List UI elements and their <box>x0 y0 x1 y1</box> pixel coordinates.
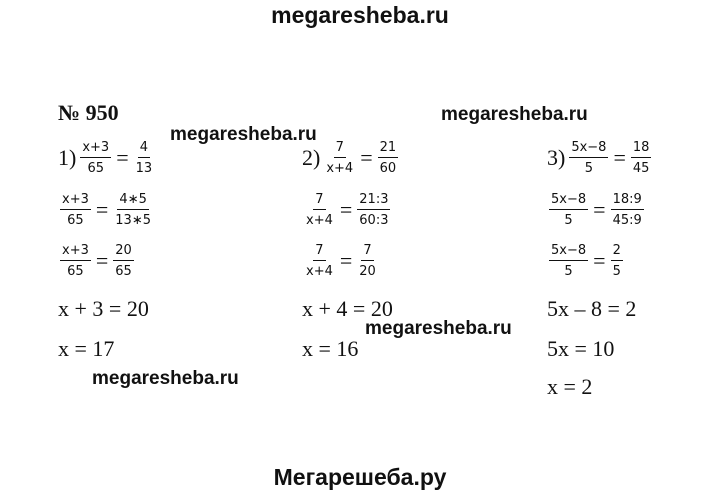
numerator: 7 <box>313 192 325 210</box>
col2-label: 2) <box>302 145 321 170</box>
fraction <box>631 140 652 176</box>
numerator: 20 <box>113 243 134 261</box>
equals-sign: = <box>339 197 353 222</box>
denominator: 65 <box>67 264 84 279</box>
denominator: 13 <box>135 161 153 176</box>
numerator: 18:9 <box>611 192 644 210</box>
fraction <box>60 243 91 279</box>
numerator: 7 <box>334 140 346 158</box>
denominator: 45:9 <box>612 213 642 228</box>
denominator: x+4 <box>326 161 354 176</box>
watermark-mid-right: megaresheba.ru <box>441 104 588 125</box>
equals-sign: = <box>116 145 129 170</box>
fraction <box>304 192 335 228</box>
numerator: 4∗5 <box>117 192 148 210</box>
col2-line5: x = 16 <box>302 336 359 361</box>
numerator: 7 <box>361 243 373 261</box>
denominator: 13∗5 <box>115 213 151 228</box>
denominator: 5 <box>612 264 621 279</box>
numerator: x+3 <box>60 192 91 210</box>
equals-sign: = <box>593 197 606 222</box>
denominator: 60 <box>379 161 397 176</box>
numerator: x+3 <box>80 140 111 158</box>
numerator: 5x−8 <box>549 243 588 261</box>
denominator: 45 <box>632 161 650 176</box>
fraction <box>113 192 153 228</box>
col3-line5: 5x = 10 <box>547 336 615 361</box>
numerator: x+3 <box>60 243 91 261</box>
denominator: 65 <box>67 213 84 228</box>
col3-line4: 5x – 8 = 2 <box>547 296 637 321</box>
fraction <box>549 243 588 279</box>
fraction <box>611 192 644 228</box>
numerator: 21 <box>378 140 399 158</box>
denominator: 20 <box>359 264 376 279</box>
numerator: 7 <box>313 243 325 261</box>
fraction <box>357 243 378 279</box>
fraction <box>378 140 399 176</box>
numerator: 2 <box>611 243 623 261</box>
fraction <box>569 140 608 176</box>
fraction <box>134 140 155 176</box>
col2-line3 <box>302 243 380 279</box>
equals-sign: = <box>95 197 109 222</box>
col2-line2 <box>302 192 392 228</box>
col1-line1 <box>58 140 156 176</box>
fraction <box>324 140 355 176</box>
col3-line6: x = 2 <box>547 374 593 399</box>
col1-line2 <box>58 192 155 228</box>
denominator: 65 <box>115 264 132 279</box>
col3-line3 <box>547 243 625 279</box>
col3-line2 <box>547 192 646 228</box>
watermark-lower-left: megaresheba.ru <box>92 368 239 389</box>
col1-line4: x + 3 = 20 <box>58 296 149 321</box>
numerator: 4 <box>138 140 150 158</box>
fraction <box>113 243 134 279</box>
fraction <box>357 192 390 228</box>
col2-line1 <box>302 140 400 176</box>
denominator: x+4 <box>306 264 333 279</box>
equals-sign: = <box>360 145 373 170</box>
fraction <box>611 243 623 279</box>
fraction <box>60 192 91 228</box>
fraction <box>304 243 335 279</box>
denominator: 5 <box>564 213 573 228</box>
denominator: 5 <box>584 161 594 176</box>
col2-line4: x + 4 = 20 <box>302 296 393 321</box>
numerator: 21:3 <box>357 192 390 210</box>
col1-label: 1) <box>58 145 77 170</box>
numerator: 18 <box>631 140 652 158</box>
denominator: 65 <box>87 161 105 176</box>
equals-sign: = <box>95 248 109 273</box>
col1-line3 <box>58 243 136 279</box>
denominator: 60:3 <box>359 213 389 228</box>
col1-line5: x = 17 <box>58 336 115 361</box>
equals-sign: = <box>593 248 606 273</box>
watermark-top: megaresheba.ru <box>271 2 449 28</box>
watermark-bottom: Мегарешеба.ру <box>273 464 447 490</box>
numerator: 5x−8 <box>569 140 608 158</box>
col3-label: 3) <box>547 145 566 170</box>
equals-sign: = <box>613 145 626 170</box>
fraction <box>80 140 111 176</box>
denominator: x+4 <box>306 213 333 228</box>
numerator: 5x−8 <box>549 192 588 210</box>
denominator: 5 <box>564 264 573 279</box>
problem-number: № 950 <box>58 100 119 125</box>
watermark-mid-left: megaresheba.ru <box>170 124 317 145</box>
watermark-center: megaresheba.ru <box>365 318 512 339</box>
equals-sign: = <box>339 248 353 273</box>
col3-line1 <box>547 140 653 176</box>
fraction <box>549 192 588 228</box>
